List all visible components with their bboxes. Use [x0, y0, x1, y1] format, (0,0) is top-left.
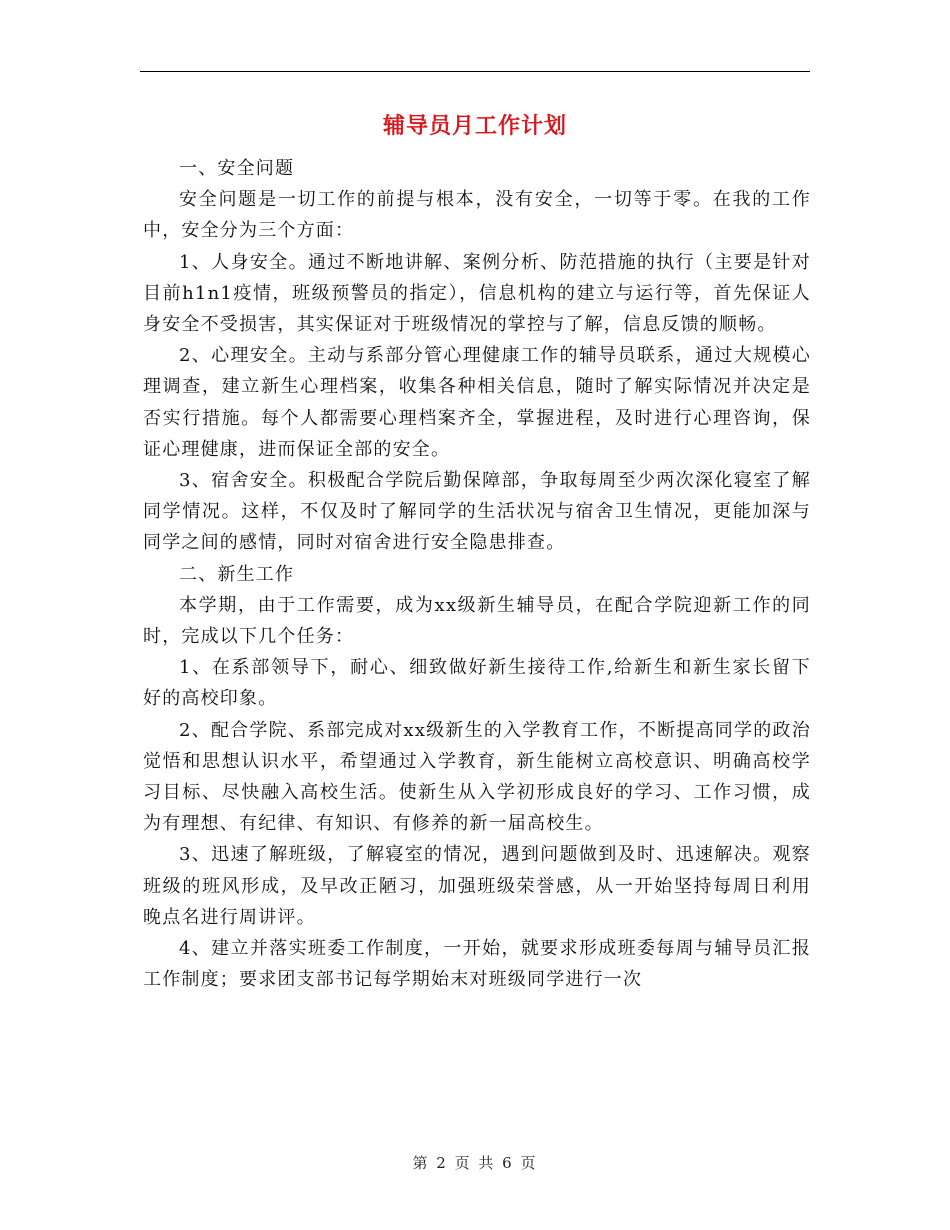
page-number-footer: 第 2 页 共 6 页 — [412, 1154, 538, 1172]
paragraph: 安全问题是一切工作的前提与根本，没有安全，一切等于零。在我的工作中，安全分为三个方面： — [143, 189, 811, 242]
document-body — [143, 153, 811, 995]
section-heading-safety: 一、安全问题 — [179, 158, 295, 179]
paragraph: 2、配合学院、系部完成对xx级新生的入学教育工作，不断提高同学的政治觉悟和思想认识水平，希望通过入学教育，新生能树立高校意识、明确高校学习目标、尽快融入高校生活。使新生从入学初形成良好的学习、工作习惯，成为有理想、有纪律、有知识、有修养的新一届高校生。 — [143, 719, 811, 835]
paragraph: 3、迅速了解班级，了解寝室的情况，遇到问题做到及时、迅速解决。观察班级的班风形成，及早改正陋习，加强班级荣誉感，从一开始坚持每周日利用晚点名进行周讲评。 — [143, 844, 811, 928]
paragraph: 4、建立并落实班委工作制度，一开始，就要求形成班委每周与辅导员汇报工作制度；要求团支部书记每学期始末对班级同学进行一次 — [143, 938, 811, 991]
section-heading-freshmen: 二、新生工作 — [179, 563, 295, 585]
paragraph: 2、心理安全。主动与系部分管心理健康工作的辅导员联系，通过大规模心理调查，建立新生心理档案，收集各种相关信息，随时了解实际情况并决定是否实行措施。每个人都需要心理档案齐全，掌握进程，及时进行心理咨询，保证心理健康，进而保证全部的安全。 — [143, 345, 811, 460]
paragraph: 3、宿舍安全。积极配合学院后勤保障部，争取每周至少两次深化寝室了解同学情况。这样，不仅及时了解同学的生活状况与宿舍卫生情况，更能加深与同学之间的感情，同时对宿舍进行安全隐患排查。 — [143, 470, 811, 554]
header-rule — [140, 71, 810, 72]
paragraph: 1、人身安全。通过不断地讲解、案例分析、防范措施的执行（主要是针对目前h1n1疫情，班级预警员的指定），信息机构的建立与运行等，首先保证人身安全不受损害，其实保证对于班级情况的掌控与了解，信息反馈的顺畅。 — [143, 251, 811, 336]
document-title: 辅导员月工作计划 — [382, 113, 567, 139]
paragraph: 1、在系部领导下，耐心、细致做好新生接待工作,给新生和新生家长留下好的高校印象。 — [143, 657, 811, 710]
paragraph: 本学期，由于工作需要，成为xx级新生辅导员，在配合学院迎新工作的同时，完成以下几个任务： — [143, 594, 811, 648]
